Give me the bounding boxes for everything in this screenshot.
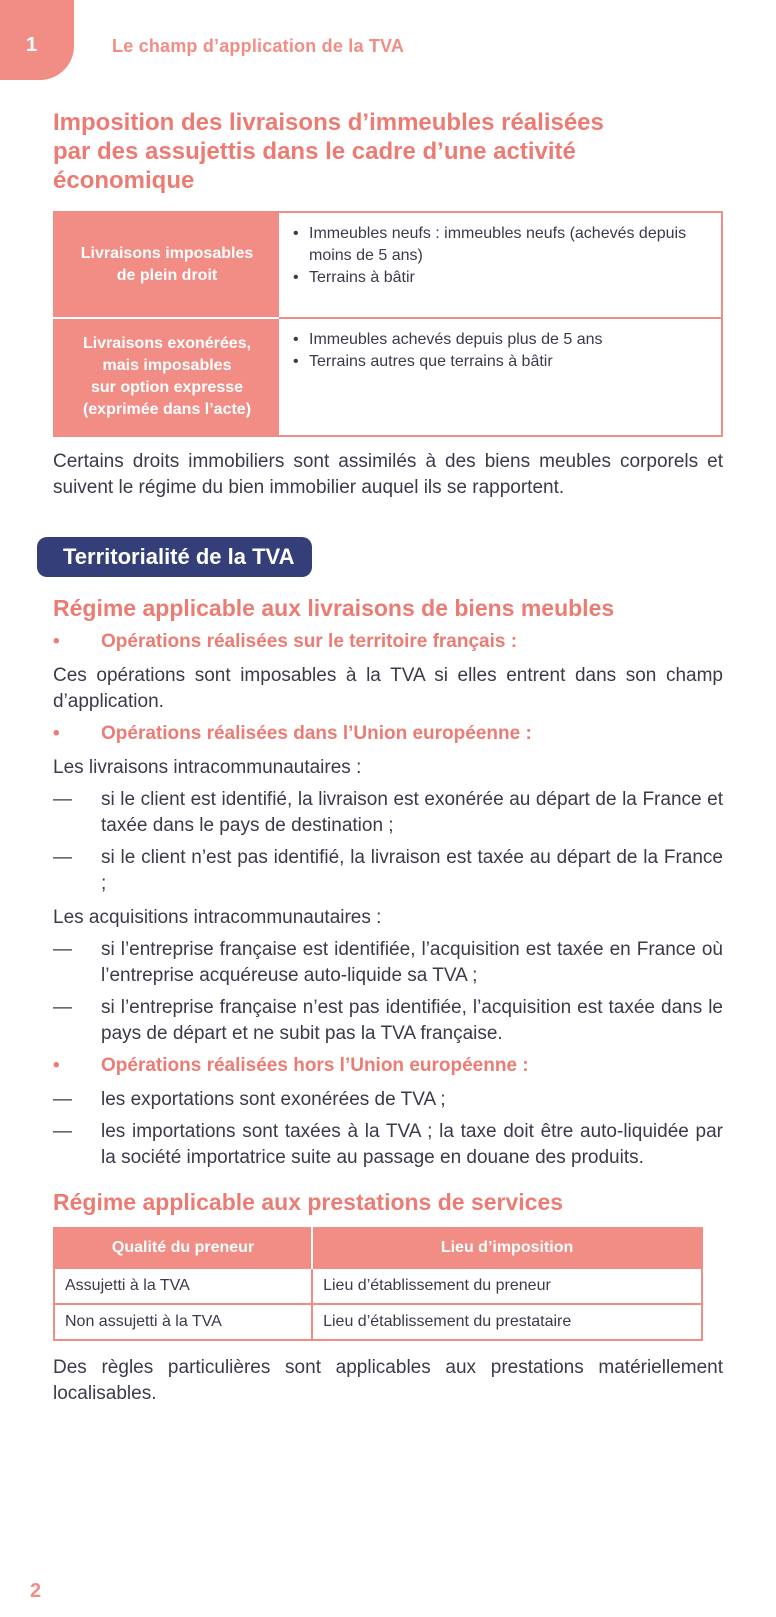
paragraph: Les acquisitions intracommunautaires :: [53, 907, 382, 928]
list-item: [309, 351, 709, 373]
dash-marker: —: [53, 847, 72, 868]
column-header: Qualité du preneur: [54, 1228, 312, 1268]
dash-item: [53, 787, 723, 839]
list-item: [309, 267, 709, 289]
list-item: [309, 329, 709, 351]
section-heading-line2: par des assujettis dans le cadre d’une activité économique: [53, 138, 576, 194]
list-item: [309, 223, 709, 267]
dash-marker: —: [53, 1121, 72, 1142]
dash-item-text: les importations sont taxées à la TVA ; la taxe doit être auto-liquidée par la société importatrice suite au passage en douane des produits.: [101, 1121, 723, 1168]
services-table: [53, 1227, 703, 1341]
table-row: [54, 212, 722, 318]
row-header: [54, 318, 279, 436]
bullet-list: [291, 329, 709, 373]
dash-marker: —: [53, 997, 72, 1018]
bullet-heading-text: Opérations réalisées hors l’Union européenne :: [101, 1055, 529, 1076]
list-item-text: Terrains à bâtir: [309, 269, 415, 286]
chapter-number: 1: [26, 34, 38, 56]
table-cell: Lieu d’établissement du prestataire: [312, 1304, 702, 1340]
dash-marker: —: [53, 1089, 72, 1110]
dash-item: [53, 1119, 723, 1171]
bullet-list: [291, 223, 709, 289]
row-header-line: de plein droit: [116, 267, 218, 284]
bullet-heading-text: Opérations réalisées dans l’Union européenne :: [101, 723, 532, 744]
table-cell: Lieu d’établissement du preneur: [312, 1268, 702, 1304]
immeubles-table: [53, 211, 723, 437]
paragraph: Ces opérations sont imposables à la TVA si elles entrent dans son champ d’application.: [53, 665, 723, 712]
dash-marker: —: [53, 939, 72, 960]
list-item-text: Immeubles neufs : immeubles neufs (achevés depuis: [309, 225, 687, 242]
subsection-heading: Régime applicable aux livraisons de biens meubles: [53, 595, 615, 621]
row-body: [279, 318, 722, 436]
section-heading-line1: Imposition des livraisons d’immeubles réalisées: [53, 109, 604, 136]
dash-item-text: si le client n’est pas identifié, la livraison est taxée au départ de la France ;: [101, 847, 723, 894]
table-row: [54, 1304, 702, 1340]
column-header: Lieu d’imposition: [312, 1228, 702, 1268]
row-header-line: mais imposables: [102, 357, 232, 374]
row-header-line: sur option expresse: [90, 379, 244, 396]
bullet-heading-text: Opérations réalisées sur le territoire français :: [101, 631, 518, 652]
bullet-heading: [53, 721, 723, 747]
bullet-dot: •: [53, 1055, 60, 1076]
running-title: Le champ d’application de la TVA: [112, 36, 405, 56]
row-header-line: (exprimée dans l’acte): [82, 401, 252, 418]
list-item-text: moins de 5 ans): [309, 247, 423, 264]
dash-item: [53, 937, 723, 989]
dash-marker: —: [53, 789, 72, 810]
bullet-dot: •: [53, 723, 60, 744]
list-item-text: Terrains autres que terrains à bâtir: [309, 353, 553, 370]
section-heading: [53, 108, 723, 195]
table-header-row: [54, 1228, 702, 1268]
row-header-line: Livraisons exonérées,: [82, 335, 252, 352]
table-row: [54, 318, 722, 436]
list-item-text: Immeubles achevés depuis plus de 5 ans: [309, 331, 603, 348]
table-cell: Assujetti à la TVA: [54, 1268, 312, 1304]
dash-item-text: les exportations sont exonérées de TVA ;: [101, 1089, 446, 1110]
dash-item: [53, 1087, 723, 1113]
dash-item: [53, 995, 723, 1047]
chapter-tab: [0, 0, 74, 80]
bullet-heading: [53, 1053, 723, 1079]
table-cell: Non assujetti à la TVA: [54, 1304, 312, 1340]
page-number: 2: [30, 1580, 42, 1602]
dash-item-text: si l’entreprise française n’est pas identifiée, l’acquisition est taxée dans le pays de départ et ne subit pas la TVA française.: [101, 997, 723, 1044]
dash-item-text: si l’entreprise française est identifiée, l’acquisition est taxée en France où l’entreprise acquéreuse auto-liquide sa TVA ;: [101, 939, 723, 986]
row-header: [54, 212, 279, 318]
bullet-dot: •: [53, 631, 60, 652]
row-header-line: Livraisons imposables: [80, 245, 254, 262]
section-pill: Territorialité de la TVA: [37, 537, 312, 577]
immeubles-note: Certains droits immobiliers sont assimilés à des biens meubles corporels et suivent le régime du bien immobilier auquel ils se rapportent.: [53, 451, 723, 498]
page-content: [53, 108, 723, 1407]
paragraph: Les livraisons intracommunautaires :: [53, 757, 362, 778]
subsection-heading: Régime applicable aux prestations de services: [53, 1189, 564, 1215]
row-body: [279, 212, 722, 318]
bullet-heading: [53, 629, 723, 655]
services-note: Des règles particulières sont applicables aux prestations matériellement localisables.: [53, 1357, 723, 1404]
dash-item-text: si le client est identifié, la livraison est exonérée au départ de la France et taxée dans le pays de destination ;: [101, 789, 723, 836]
dash-item: [53, 845, 723, 897]
table-row: [54, 1268, 702, 1304]
